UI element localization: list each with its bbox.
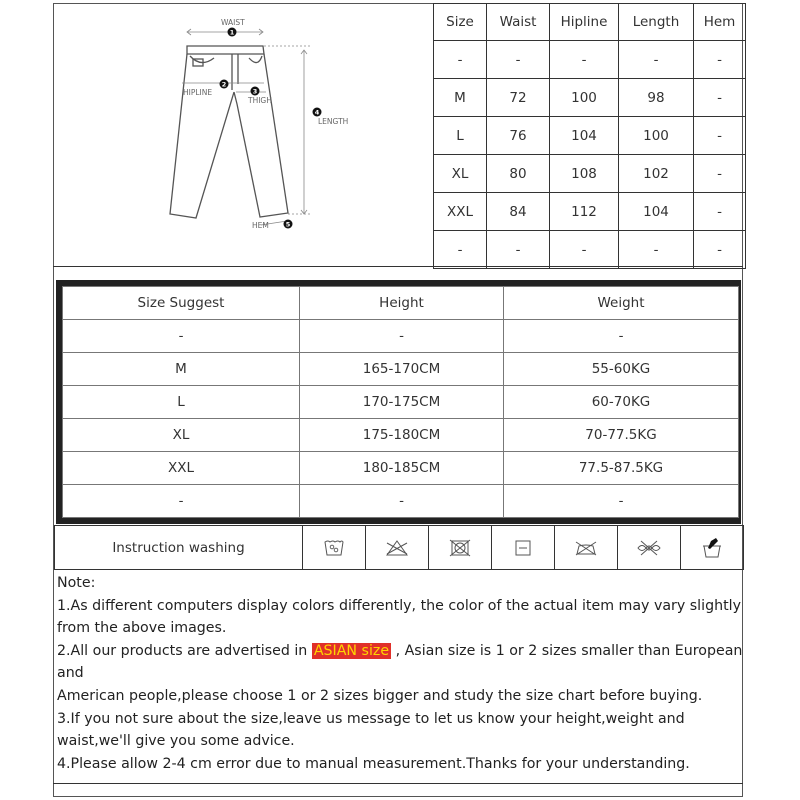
cell: - — [694, 193, 746, 231]
washing-label: Instruction washing — [55, 526, 303, 570]
dry-flat-icon — [513, 539, 533, 557]
cell: L — [434, 117, 487, 155]
table-row — [434, 193, 746, 231]
notes-title: Note: — [57, 575, 96, 591]
cell: 55-60KG — [504, 353, 739, 386]
hem-label: HEM — [252, 221, 269, 230]
table-row — [63, 386, 739, 419]
cell: 180-185CM — [300, 452, 504, 485]
table-row — [63, 485, 739, 518]
pants-measurement-diagram — [54, 4, 433, 266]
header-size: Size — [434, 4, 487, 41]
cell: 70-77.5KG — [504, 419, 739, 452]
table-row — [434, 41, 746, 79]
note-2 — [57, 640, 743, 685]
do-not-bleach-icon — [384, 539, 410, 557]
cell: - — [63, 320, 300, 353]
hand-wash-icon — [323, 539, 345, 557]
cell: 60-70KG — [504, 386, 739, 419]
hand-wash-bucket-icon — [700, 537, 724, 559]
cell: 165-170CM — [300, 353, 504, 386]
cell: - — [434, 41, 487, 79]
table-row — [63, 320, 739, 353]
header-size-suggest: Size Suggest — [63, 287, 300, 320]
cell: M — [63, 353, 300, 386]
cell: - — [619, 231, 694, 269]
header-hem: Hem — [694, 4, 746, 41]
cell: 100 — [550, 79, 619, 117]
marker-3-num: 3 — [252, 87, 258, 96]
length-label: LENGTH — [318, 117, 349, 126]
cell: 108 — [550, 155, 619, 193]
cell: - — [504, 320, 739, 353]
cell: - — [300, 320, 504, 353]
table-row — [63, 452, 739, 485]
table-row — [63, 419, 739, 452]
do-not-wring-icon — [635, 539, 663, 557]
cell: 80 — [487, 155, 550, 193]
cell: 104 — [619, 193, 694, 231]
cell: M — [434, 79, 487, 117]
cell: 72 — [487, 79, 550, 117]
notes-section — [57, 572, 743, 775]
cell: - — [550, 231, 619, 269]
cell: XXL — [63, 452, 300, 485]
table-row — [63, 353, 739, 386]
cell: 104 — [550, 117, 619, 155]
cell: - — [694, 117, 746, 155]
cell: 76 — [487, 117, 550, 155]
header-waist: Waist — [487, 4, 550, 41]
waistband — [187, 46, 264, 54]
cell: 175-180CM — [300, 419, 504, 452]
note-2-continued: American people,please choose 1 or 2 sizes bigger and study the size chart before buying. — [57, 687, 703, 704]
cell: - — [487, 41, 550, 79]
cell: 112 — [550, 193, 619, 231]
left-leg — [170, 54, 234, 218]
do-not-tumble-dry-icon — [448, 538, 472, 558]
cell: 84 — [487, 193, 550, 231]
thigh-label: THIGH — [248, 96, 272, 105]
header-weight: Weight — [504, 287, 739, 320]
cell: XXL — [434, 193, 487, 231]
cell: - — [504, 485, 739, 518]
table-row — [434, 79, 746, 117]
marker-5-num: 5 — [285, 220, 291, 229]
marker-2-num: 2 — [221, 80, 227, 89]
marker-4-num: 4 — [314, 108, 320, 117]
cell: - — [63, 485, 300, 518]
marker-1-num: 1 — [229, 28, 235, 37]
cell: 98 — [619, 79, 694, 117]
cell: 102 — [619, 155, 694, 193]
cell: - — [300, 485, 504, 518]
note-2-text: 2.All our products are advertised in — [57, 642, 312, 659]
note-1: 1.As different computers display colors differently, the color of the actual item may vary slightly from the above images. — [57, 597, 741, 637]
cell: - — [694, 41, 746, 79]
header-length: Length — [619, 4, 694, 41]
header-hipline: Hipline — [550, 4, 619, 41]
bottom-divider — [53, 783, 743, 784]
header-height: Height — [300, 287, 504, 320]
cell: - — [550, 41, 619, 79]
size-suggest-table — [62, 286, 739, 518]
washing-instructions-row — [54, 525, 744, 570]
table-row — [434, 231, 746, 269]
table-row — [434, 117, 746, 155]
cell: 77.5-87.5KG — [504, 452, 739, 485]
cell: - — [619, 41, 694, 79]
section-divider — [53, 266, 743, 267]
table-row — [434, 155, 746, 193]
note-3: 3.If you not sure about the size,leave us message to let us know your height,weight and waist,we'll give you some advice. — [57, 710, 685, 750]
note-4: 4.Please allow 2-4 cm error due to manual measurement.Thanks for your understanding. — [57, 755, 690, 772]
cell: - — [694, 231, 746, 269]
hipline-label: HIPLINE — [183, 88, 213, 97]
cell: 100 — [619, 117, 694, 155]
cell: L — [63, 386, 300, 419]
cell: - — [694, 79, 746, 117]
asian-size-highlight: ASIAN size — [313, 642, 390, 659]
table-header-row — [434, 4, 746, 41]
note-2-text-cont: , Asian size is 1 or 2 sizes smaller than European and — [57, 642, 743, 682]
cell: 170-175CM — [300, 386, 504, 419]
cell: - — [694, 155, 746, 193]
waist-label: WAIST — [221, 18, 245, 27]
size-measurement-table — [433, 3, 746, 269]
right-leg — [234, 54, 288, 217]
table-header-row — [63, 287, 739, 320]
cell: XL — [434, 155, 487, 193]
cell: - — [487, 231, 550, 269]
do-not-iron-icon — [573, 539, 599, 557]
cell: - — [434, 231, 487, 269]
cell: XL — [63, 419, 300, 452]
